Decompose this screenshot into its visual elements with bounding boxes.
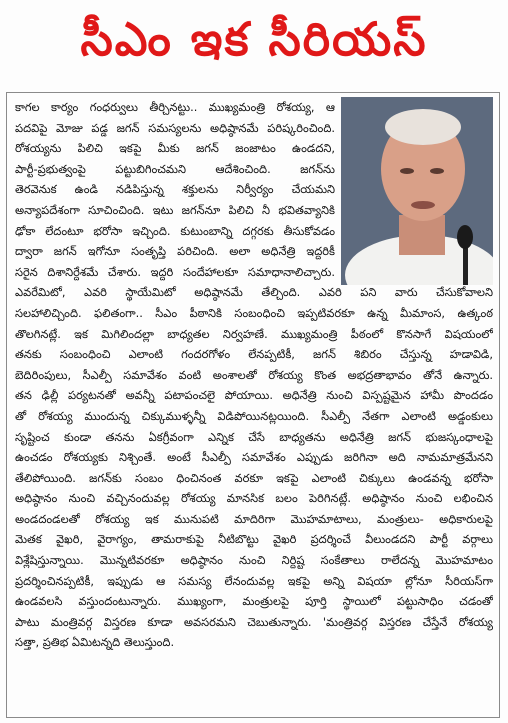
body-line: మెతక వైఖరి, వైరాగ్యం, తామరాకుపై నీటిబొట్టు వైఖరి ప్రదర్శించే వీలుండదని పార్టీ వర్గాలు xyxy=(15,532,493,547)
body-line: తేలిపోయింది. జగన్‌కు సంబం ధించినంత వరకూ ఇకపై ఎలాంటి చిక్కులు ఉండవన్న భరోసా xyxy=(15,470,493,485)
body-line: తొలగినట్లే. ఇక మిగిలిందల్లా బాధ్యతల నిర్వహణే. ముఖ్యమంత్రి పీఠంలో కొనసాగే విషయంలో xyxy=(15,326,493,341)
body-line: తనకు సంబంధించి ఎలాంటి గందరగోళం లేనప్పటికీ, జగన్ శిబిరం చేస్తున్న హడావిడి, xyxy=(15,347,493,362)
body-line: అండదండలతో రోశయ్య ఇక మునుపటి మాదిరిగా మొహమాటాలు, మంత్రులు- అధికారులపై xyxy=(15,511,493,526)
body-line: విశ్లేషిస్తున్నాయి. మొన్నటివరకూ అధిష్ఠానం నుంచి నిర్దిష్ట సంకేతాలు రాలేదన్న మొహమాటం xyxy=(15,553,493,568)
body-line: ఢోకా లేదంటూ భరోసా ఇచ్చింది. కుటుంబాన్ని దగ్గరకు తీసుకోవడం xyxy=(15,223,335,238)
body-line: తన ఢిల్లీ పర్యటనతో అవన్నీ పటాపంచలై పోయాయి. అధినేత్రి నుంచి విస్పష్టమైన హామీ పొందడం xyxy=(15,388,493,403)
body-line: అన్యాపదేశంగా సూచించింది. ఇటు జగన్‌నూ పిలిచి నీ భవితవ్యానికి xyxy=(15,202,335,217)
article-box xyxy=(6,92,500,718)
body-line: అధిష్ఠానం నుంచి వచ్చినందువల్ల రోశయ్య మానసిక బలం పెరిగినట్లే. అధిష్ఠానం నుంచి లభించిన xyxy=(15,491,493,506)
body-line: పార్టీ-ప్రభుత్వంపై పట్టుబిగించమని ఆదేశించింది. జగన్‌ను xyxy=(15,161,335,176)
body-line: ఉంచడం రోశయ్యకు నిశ్చింతే. అంటే సీఎల్పీ సమావేశం ఎప్పుడు జరిగినా అది నామమాత్రమేనని xyxy=(15,450,493,465)
body-line: కాగల కార్యం గంధర్వులు తీర్చినట్టు.. ముఖ్యమంత్రి రోశయ్య, ఆ xyxy=(15,100,335,114)
article-body xyxy=(15,97,493,653)
body-line: ద్వారా జగన్ ఇగోనూ సంతృప్తి పరిచింది. అలా అధినేత్రి ఇద్దరికీ xyxy=(15,244,335,259)
headline: సీఎం ఇక సీరియస్ xyxy=(80,12,428,66)
body-line: సరైన దిశానిర్దేశమే చేశారు. ఇద్దరి సందేహాలకూ సమాధానాలిచ్చారు. xyxy=(15,264,335,279)
body-line: ఉండవలసి వస్తుందంటున్నారు. ముఖ్యంగా, మంత్రులపై పూర్తి స్థాయిలో పట్టుసాధిం చడంతో xyxy=(15,594,493,609)
body-line: తెరవెనుక ఉండి నడిపిస్తున్న శక్తులను నిర్వీర్యం చేయమని xyxy=(15,182,335,197)
body-line: పదవిపై మోజు పడ్డ జగన్ సమస్యలను అధిష్ఠానమే పరిష్కరించింది. xyxy=(15,120,335,135)
body-line: ఎవరేమిటో, ఎవరి స్థాయేమిటో అధిష్ఠానమే తేల్చింది. ఎవరి పని వారు చేసుకోవాలని xyxy=(15,285,493,300)
body-line: సలహాలిచ్చింది. ఫలితంగా.. సీఎం పీఠానికి సంబంధించి ఇప్పటివరకూ ఉన్న మీమాంస, ఉత్కంఠ xyxy=(15,305,493,320)
body-line: సత్తా, ప్రతిభ ఏమిటన్నది తెలుస్తుంది. xyxy=(15,635,175,650)
body-line: బెదిరింపులు, సీఎల్పీ సమావేశం వంటి అంశాలతో రోశయ్య కొంత అభద్రతాభావం తోనే ఉన్నారు. xyxy=(15,367,493,382)
body-line: రోశయ్యను పిలిచి ఇకపై మీకు జగన్ జంజాటం ఉండదని, xyxy=(15,141,335,156)
body-line: ప్రదర్శించినప్పటికీ, ఇప్పుడు ఆ సమస్య లేనందువల్ల ఇకపై అన్ని విషయా ల్లోనూ సీరియస్‌గా xyxy=(15,573,493,588)
body-line: తో రోశయ్య ముందున్న చిక్కుముళ్ళన్నీ విడిపోయినట్లయింది. సీఎల్పీ నేతగా ఎలాంటి అడ్డంకులు xyxy=(15,408,493,423)
body-line: సృష్టించ కుండా తనను ఏకగ్రీవంగా ఎన్నిక చేసే బాధ్యతను అధినేత్రి జగన్ భుజస్కంధాలపై xyxy=(15,429,493,444)
body-line: పాటు మంత్రివర్గ విస్తరణ కూడా అవసరమని చెబుతున్నారు. 'మంత్రివర్గ విస్తరణ చేస్తేనే రోశయ్య xyxy=(15,614,493,629)
